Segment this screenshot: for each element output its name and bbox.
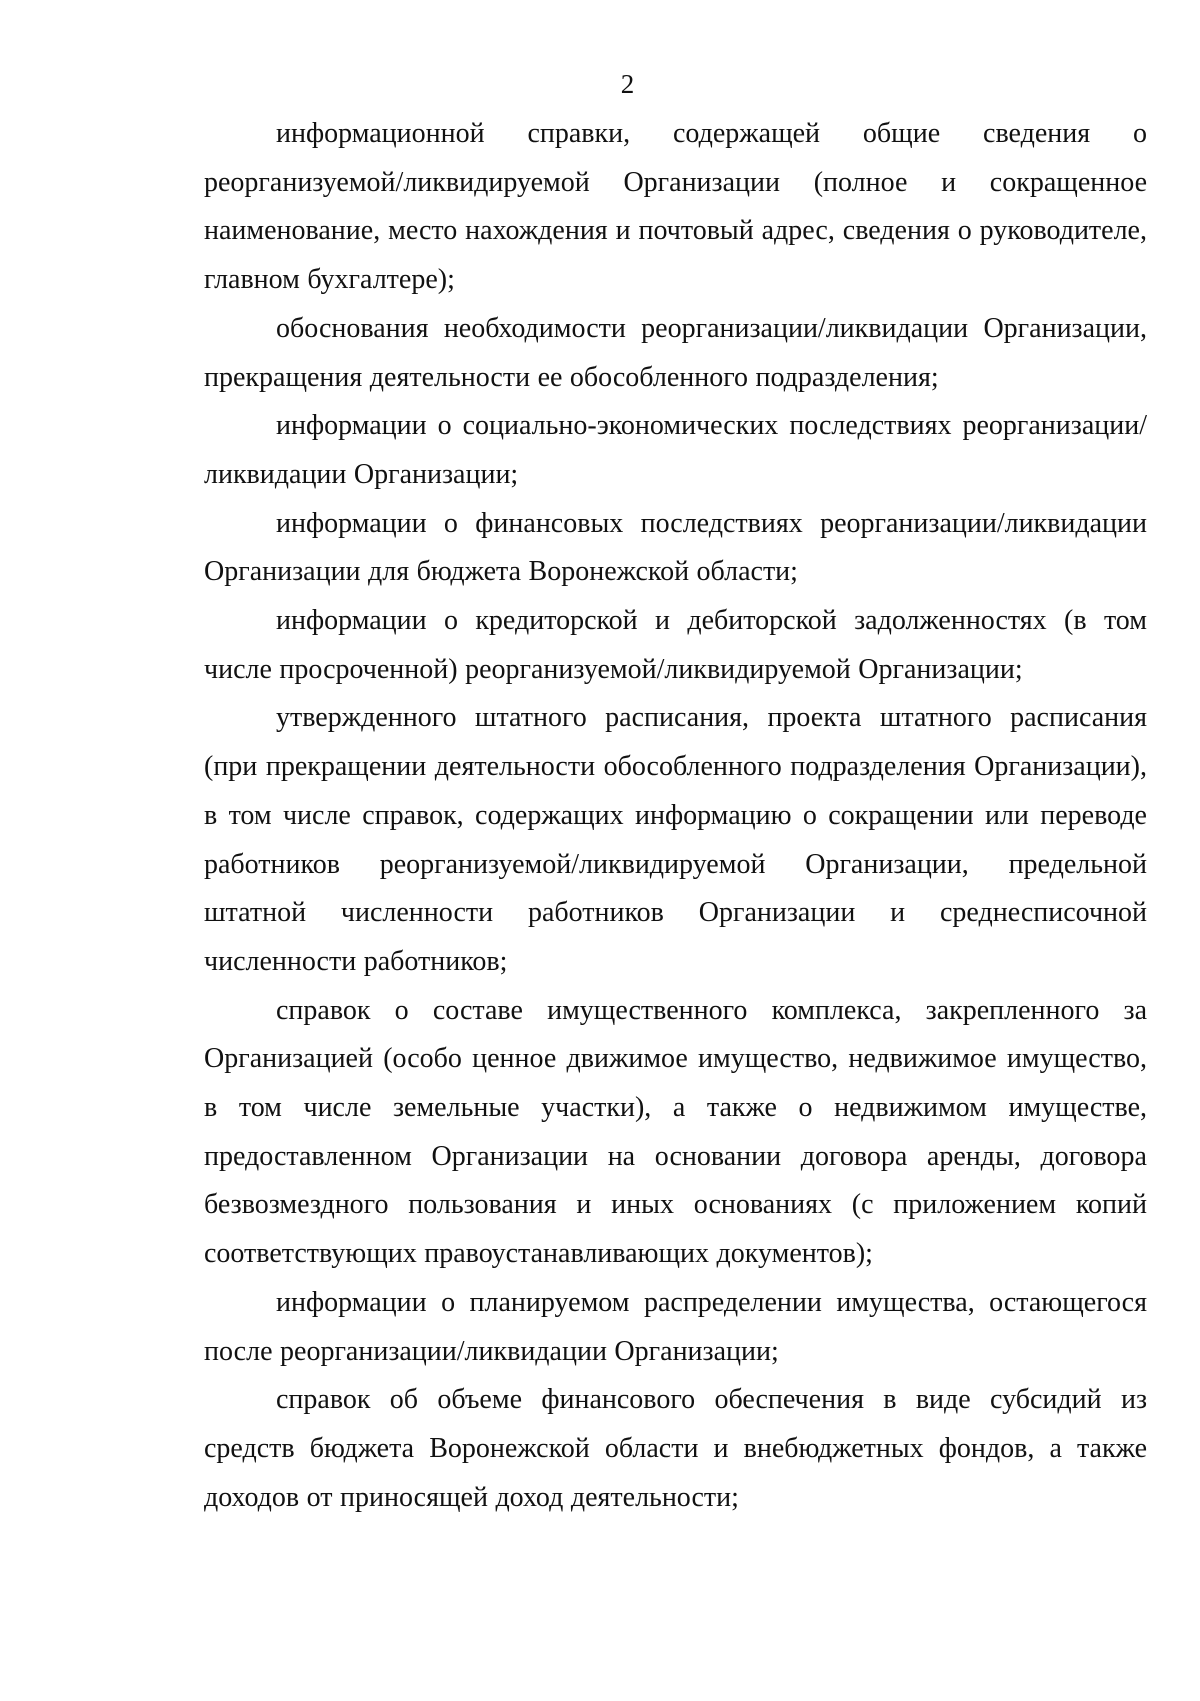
document-body xyxy=(204,110,1147,1522)
paragraph-property: справок о составе имущественного комплекса, закрепленного за Организацией (особо ценное движимое имущество, недвижимое имущество, в том числе земельные участки), а также о недвижимом имуществе, предоставленном Организации на основании договора аренды, договора безвозмездного пользования и иных основаниях (с приложением копий соответствующих правоустанавливающих документов); xyxy=(204,994,1147,1270)
paragraph-financial-consequences: информации о финансовых последствиях реорганизации/ликвидации Организации для бюджета Воронежской области; xyxy=(204,507,1147,588)
paragraph-justification: обоснования необходимости реорганизации/ликвидации Организации, прекращения деятельности ее обособленного подразделения; xyxy=(204,312,1147,393)
page-number: 2 xyxy=(620,69,635,99)
paragraph-debts: информации о кредиторской и дебиторской задолженностях (в том числе просроченной) реорганизуемой/ликвидируемой Организации; xyxy=(204,605,1147,685)
paragraph-info-reference: информационной справки, содержащей общие сведения о реорганизуемой/ликвидируемой Организации (полное и сокращенное наименование, место нахождения и почтовый адрес, сведения о руководителе, главном бухгалтере); xyxy=(204,118,1147,296)
paragraph-staffing: утвержденного штатного расписания, проекта штатного расписания (при прекращении деятельности обособленного подразделения Организации), в том числе справок, содержащих информацию о сокращении или переводе работников реорганизуемой/ликвидируемой Организации, предельной штатной численности работников Организации и среднесписочной численности работников; xyxy=(204,702,1147,977)
paragraph-socio-economic: информации о социально-экономических последствиях реорганизации/ликвидации Организации; xyxy=(204,410,1147,490)
paragraph-property-distribution: информации о планируемом распределении имущества, остающегося после реорганизации/ликвидации Организации; xyxy=(204,1286,1147,1367)
paragraph-funding: справок об объеме финансового обеспечения в виде субсидий из средств бюджета Воронежской области и внебюджетных фондов, а также доходов от приносящей доход деятельности; xyxy=(204,1384,1147,1513)
